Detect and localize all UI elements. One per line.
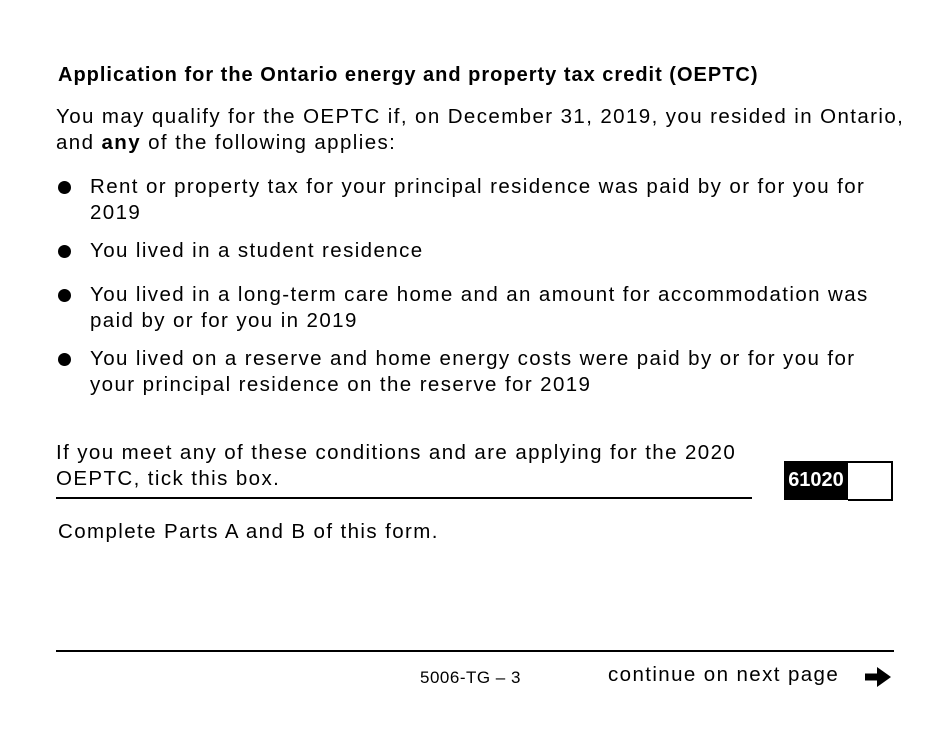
- footer-divider: [56, 650, 894, 652]
- line-number-label: 61020: [784, 461, 848, 500]
- instruction-text: Complete Parts A and B of this form.: [58, 520, 439, 543]
- list-item-text: You lived on a reserve and home energy costs were paid by or for you for your principal residence on the reserve for 2019: [90, 347, 856, 396]
- oeptc-checkbox[interactable]: [848, 461, 893, 501]
- intro-emphasis: any: [101, 131, 142, 154]
- section-heading: Application for the Ontario energy and property tax credit (OEPTC): [58, 64, 759, 86]
- continue-next-page: continue on next page: [608, 663, 840, 686]
- form-identifier: 5006-TG – 3: [420, 668, 521, 687]
- intro-paragraph: [56, 104, 906, 156]
- list-item-text: You lived in a long-term care home and an amount for accommodation was paid by or for you in 2019: [90, 283, 869, 332]
- bullet-icon: [58, 353, 71, 366]
- list-item-text: Rent or property tax for your principal residence was paid by or for you for 2019: [90, 175, 866, 224]
- condition-text: If you meet any of these conditions and are applying for the 2020 OEPTC, tick this box.: [56, 441, 737, 490]
- condition-underline: [56, 497, 752, 499]
- intro-text-start: You may qualify for the OEPTC if, on December 31, 2019, you resided in Ontario, and: [56, 105, 905, 154]
- list-item-text: You lived in a student residence: [90, 239, 424, 262]
- intro-text-end: of the following applies:: [141, 131, 397, 154]
- arrow-right-icon: [864, 665, 892, 689]
- bullet-icon: [58, 245, 71, 258]
- bullet-icon: [58, 289, 71, 302]
- bullet-icon: [58, 181, 71, 194]
